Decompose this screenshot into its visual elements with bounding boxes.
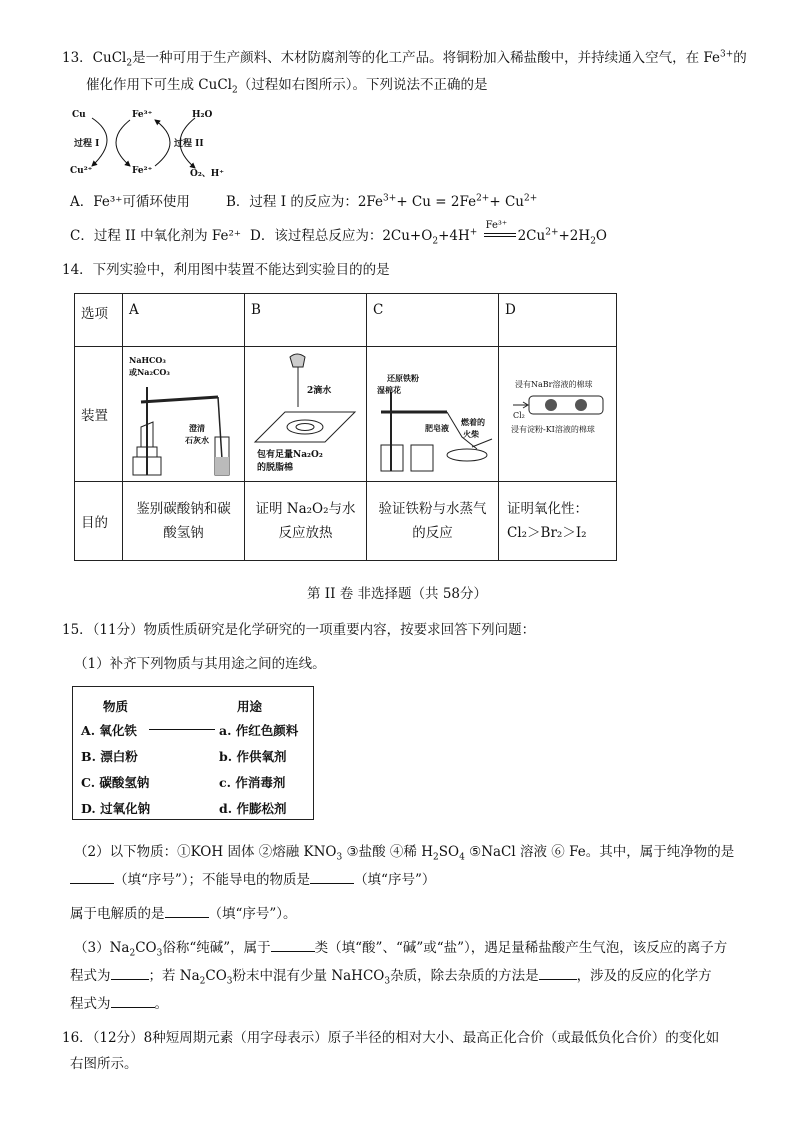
text: 粉末中混有少量 NaHCO	[232, 968, 385, 984]
header-a: A	[123, 294, 245, 347]
label-o2-h: O₂、H⁺	[190, 169, 225, 179]
text: C．过程 II 中氧化剂为 Fe²⁺	[70, 228, 242, 244]
answer-blank[interactable]	[70, 871, 114, 884]
experiment-table	[74, 293, 617, 561]
q16-line1	[62, 1028, 719, 1048]
text: 酸氢钠	[163, 525, 204, 541]
text: 俗称“纯碱”，属于	[162, 940, 271, 956]
answer-blank[interactable]	[111, 995, 155, 1008]
apparatus-a	[123, 347, 245, 482]
label-starch-ki-cotton: 浸有淀粉-KI溶液的棉球	[511, 425, 595, 434]
text: D．该过程总反应为：2Cu+O	[250, 228, 433, 244]
label-nabr-cotton: 浸有NaBr溶液的棉球	[515, 380, 593, 389]
text: 程式为	[70, 996, 111, 1012]
text: Cl₂＞Br₂＞I₂	[507, 525, 587, 541]
label-soap-solution: 肥皂液	[425, 423, 449, 433]
q15-stem	[62, 620, 535, 640]
text: 15．（11分）物质性质研究是化学研究的一项重要内容，按要求回答下列问题：	[62, 622, 536, 638]
text: 反应放热	[278, 525, 333, 541]
reaction-arrow	[482, 220, 518, 240]
table-aim-row	[75, 482, 617, 561]
text: 2Cu	[517, 228, 546, 244]
text: 第 II 卷 非选择题（共 58分）	[306, 586, 487, 602]
q15-part1	[74, 654, 326, 674]
text: 的反应	[412, 525, 453, 541]
label-match: 火柴	[463, 429, 479, 439]
header-b: B	[245, 294, 367, 347]
text: 13．CuCl	[62, 50, 127, 66]
text: CO	[205, 968, 227, 984]
answer-blank[interactable]	[310, 871, 354, 884]
apparatus-b	[245, 347, 367, 482]
q15-part2-line3	[70, 904, 297, 924]
text: ；若 Na	[148, 968, 200, 984]
label-fe3: Fe³⁺	[132, 110, 153, 120]
cycle-diagram	[70, 108, 230, 180]
answer-blank[interactable]	[271, 939, 315, 952]
label-na2o2-cotton: 包有足量Na₂O₂	[257, 450, 323, 460]
text: +2H	[558, 228, 591, 244]
catalyst-label: Fe³⁺	[485, 220, 508, 231]
text: 14．下列实验中，利用图中装置不能达到实验目的的是	[62, 262, 390, 278]
q13-line2: 催化作用下可生成 CuCl$_2$（过程如右图所示）。下列说法不正确的是	[86, 77, 488, 96]
answer-blank[interactable]	[165, 905, 209, 918]
aim-b	[245, 482, 367, 561]
text: +4H	[438, 228, 470, 244]
q15-part3-line1: $(3)Na_2CO_3$俗称“纯碱”，属于 类（填“酸”、“碱”或“盐”），遇足量稀盐酸产生气泡，该反应的离子方	[74, 940, 728, 959]
usage-c: c. 作消毒剂	[219, 775, 286, 790]
item-d: D. 过氧化钠	[81, 801, 151, 816]
text: B．过程 I 的反应为：2Fe	[226, 194, 384, 210]
apparatus-c-drawing	[367, 347, 499, 481]
text: 的	[733, 50, 747, 66]
aim-d	[499, 482, 617, 561]
text: 鉴别碳酸钠和碳	[136, 501, 231, 517]
section-heading	[0, 584, 794, 604]
text: 是一种可用于生产颜料、木材防腐剂等的化工产品。将铜粉加入稀盐酸中，并持续通入空气，在 Fe	[132, 50, 721, 66]
item-a: A. 氧化铁	[81, 723, 137, 738]
text: （过程如右图所示）。下列说法不正确的是	[237, 77, 488, 93]
label-cu: Cu	[72, 110, 86, 120]
text: （3）Na	[74, 940, 130, 956]
item-c: C. 碳酸氢钠	[81, 775, 150, 790]
text: 右图所示。	[70, 1056, 138, 1072]
table-apparatus-row	[75, 347, 617, 482]
label-2-drops-water: 2滴水	[307, 386, 332, 396]
text: （1）补齐下列物质与其用途之间的连线。	[74, 656, 326, 672]
q14-stem	[62, 260, 390, 280]
text: ，涉及的反应的化学方	[576, 968, 712, 984]
label-h2o: H₂O	[192, 110, 213, 120]
text: A．Fe³⁺可循环使用	[70, 194, 190, 210]
text: （填“序号”）。	[208, 906, 297, 922]
header-c: C	[367, 294, 499, 347]
text: 证明 Na₂O₂与水	[255, 501, 356, 517]
label-cl2: Cl₂	[513, 411, 525, 420]
text: 杂质，除去杂质的方法是	[390, 968, 539, 984]
apparatus-d	[499, 347, 617, 482]
apparatus-c	[367, 347, 499, 482]
q15-part2-line1: （2）以下物质：①KOH 固体 ②熔融 $KNO_3$ ③盐酸 ④稀 $H_2SO_4$ ⑤NaCl 溶液 ⑥ Fe。其中，属于纯净物的是	[74, 844, 735, 863]
text: （填“序号”）	[354, 872, 436, 888]
label-burning: 燃着的	[461, 417, 485, 427]
item-b: B. 漂白粉	[81, 749, 138, 764]
q16-line2	[70, 1054, 138, 1074]
text: 验证铁粉与水蒸气	[378, 501, 487, 517]
label-process-1: 过程 I	[74, 139, 100, 149]
answer-blank[interactable]	[539, 967, 577, 980]
text: 催化作用下可生成 CuCl	[86, 77, 232, 93]
text: 16．（12分）8种短周期元素（用字母表示）原子半径的相对大小、最高正化合价（或最低负化合价）的变化如	[62, 1030, 720, 1046]
q15-part3-line3	[70, 994, 168, 1014]
aim-a	[123, 482, 245, 561]
label-cotton: 的脱脂棉	[257, 463, 294, 473]
connection-line	[149, 729, 215, 730]
text: （2）以下物质：①KOH 固体 ②熔融 KNO	[74, 844, 337, 860]
q13-option-d: D．该过程总反应为：$2Cu+O_2+4H^+$ Fe³⁺ $2Cu^{2+}+2H_2O$	[250, 226, 607, 246]
text: + Cu = 2Fe	[396, 194, 477, 210]
label-limewater: 石灰水	[185, 435, 209, 445]
text: 类（填“酸”、“碱”或“盐”），遇足量稀盐酸产生气泡，该反应的离子方	[314, 940, 728, 956]
table-header-row	[75, 294, 617, 347]
aim-c	[367, 482, 499, 561]
text: 证明氧化性：	[507, 501, 588, 517]
text: CO	[135, 940, 157, 956]
q15-part2-line2	[70, 870, 435, 890]
q13-line1: 13．CuCl$_2$是一种可用于生产颜料、木材防腐剂等的化工产品。将铜粉加入稀盐酸中，并持续通入空气，在 $Fe^{3+}$的	[62, 49, 747, 69]
header-option: 选项	[75, 294, 123, 347]
row-label-apparatus: 装置	[75, 347, 123, 482]
text: （填“序号”）；不能导电的物质是	[114, 872, 311, 888]
matching-box	[72, 686, 314, 820]
label-na2co3: 或Na₂CO₃	[129, 367, 170, 377]
text: ③盐酸 ④稀 H	[346, 844, 433, 860]
usage-b: b. 作供氧剂	[219, 749, 287, 764]
header-usage: 用途	[237, 699, 263, 714]
usage-d: d. 作膨松剂	[219, 801, 287, 816]
answer-blank[interactable]	[111, 967, 149, 980]
label-cu2: Cu²⁺	[70, 166, 93, 176]
header-substance: 物质	[103, 699, 129, 714]
usage-a: a. 作红色颜料	[219, 723, 299, 738]
label-clear: 澄清	[189, 423, 205, 433]
q15-part3-line2: 程式为 ；若 $Na_2CO_3$粉末中混有少量 NaHCO$_3$杂质，除去杂质的方法是 ，涉及的反应的化学方	[70, 968, 712, 987]
q13-option-c	[70, 226, 241, 246]
label-nahco3: NaHCO₃	[129, 355, 166, 365]
text: O	[595, 228, 607, 244]
header-d: D	[499, 294, 617, 347]
text: ⑤NaCl 溶液 ⑥ Fe。其中，属于纯净物的是	[469, 844, 735, 860]
text: 属于电解质的是	[70, 906, 165, 922]
text: 程式为	[70, 968, 111, 984]
text: + Cu	[489, 194, 524, 210]
q13-option-b: B．过程 I 的反应为：$2Fe^{3+}+ Cu = 2Fe^{2+}+ Cu^{2+}$	[226, 193, 538, 210]
q13-option-a	[70, 192, 190, 212]
text: SO	[438, 844, 460, 860]
label-wet-cotton: 湿棉花	[377, 385, 401, 395]
text: 。	[154, 996, 168, 1012]
label-process-2: 过程 II	[174, 139, 204, 149]
label-iron-powder: 还原铁粉	[387, 373, 419, 383]
row-label-aim: 目的	[75, 482, 123, 561]
label-fe2: Fe²⁺	[132, 166, 153, 176]
